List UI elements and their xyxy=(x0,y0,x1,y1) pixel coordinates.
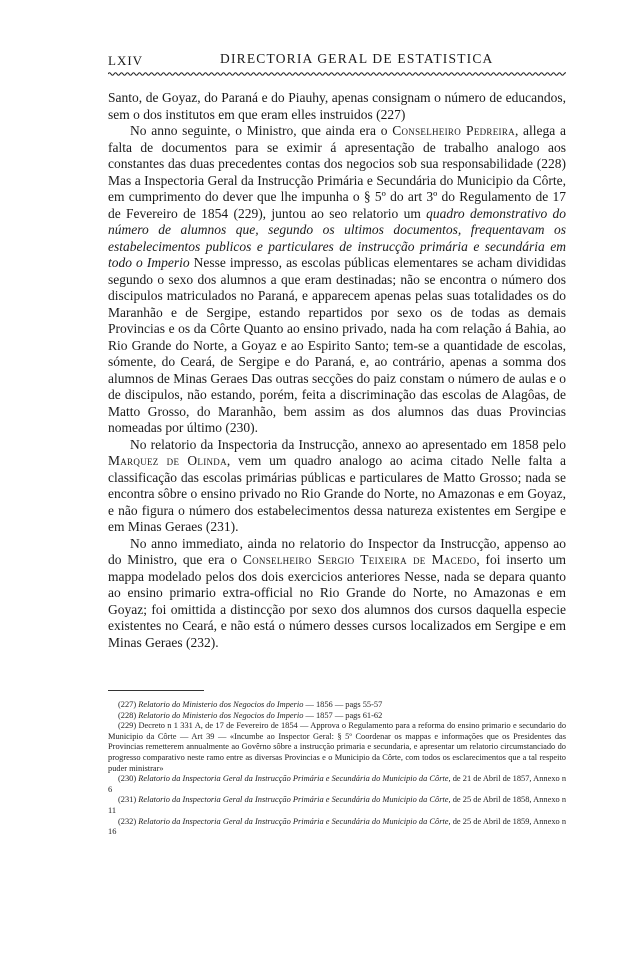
paragraph-1: Santo, de Goyaz, do Paraná e do Piauhy, apenas consignam o número de educandos, sem o dos institutos em que eram elles instruidos (227) xyxy=(108,90,566,122)
footnote-number: (231) xyxy=(118,795,137,805)
paragraph-2-text-a: No anno seguinte, o Ministro, que ainda era o xyxy=(130,123,393,138)
footnote xyxy=(108,711,566,722)
footnote-text: , de 25 de Abril de 1858, Annexo n 11 xyxy=(108,795,567,815)
paragraph-4 xyxy=(108,536,566,652)
footnote-title: Relatorio da Inspectoria Geral da Instrucção Primária e Secundária do Municipio da Côrte xyxy=(138,774,449,784)
footnote-number: (229) xyxy=(118,721,137,731)
paragraph-4-text-a: No anno immediato, ainda no relatorio do Inspector da Instrucção, appenso ao do Ministro, que era o xyxy=(108,535,566,567)
footnote-number: (228) xyxy=(118,710,137,720)
footnote-title: Relatorio do Ministerio dos Negocios do Imperio xyxy=(138,710,304,720)
footnote-text: , de 21 de Abril de 1857, Annexo n 6 xyxy=(108,774,567,794)
footnote-number: (232) xyxy=(118,816,137,826)
footnote xyxy=(108,721,566,774)
running-head: DIRECTORIA GERAL DE ESTATISTICA xyxy=(220,51,494,66)
paragraph-2-text-b: , allega a falta de documentos para se eximir á apresentação de trabalho analogo aos constantes das duas precedentes contas dos negocios sob sua responsabilidade (228) Mas a Inspectoria Geral da Instrucção Primária e Secundária do Municipio da Côrte, em cumprimento do dever que lhe impunha o § 5º do art 3º do Regulamento de 17 de Fevereiro de 1854 (229), juntou ao seo relatorio um xyxy=(108,123,566,221)
footnote-number: (227) xyxy=(118,700,137,709)
footnote xyxy=(108,774,566,795)
footnote-number: (230) xyxy=(118,774,137,784)
person-name: Conselheiro Sergio Teixeira de Macedo xyxy=(242,552,477,567)
body-text xyxy=(108,90,566,651)
footnote-text: Decreto n 1 331 A, de 17 de Fevereiro de 1854 — Approva o Regulamento para a reforma do ensino primario e secundario do Municipio da Côrte — Art 39 — «Incumbe ao Inspector Geral: § 5º Coordenar os mappas e informações que os Presidentes das Provincias remetterem annualmente ao Govêrno sôbre a instrucção primaria e secundaria, e apresentar um relatorio circumstanciado do progresso comparativo neste ramo entre as diversas Provincias e o Municipio da Côrte, com todos os esclarecimentos que a tal respeito puder ministrar» xyxy=(108,721,567,773)
footnote xyxy=(108,817,566,838)
paragraph-2 xyxy=(108,123,566,437)
footnote-separator xyxy=(108,690,204,691)
footnote-title: Relatorio do Ministerio dos Negocios do Imperio xyxy=(138,700,304,709)
paragraph-3-text-a: No relatorio da Inspectoria da Instrucção, annexo ao apresentado em 1858 pelo xyxy=(130,436,566,452)
header-wavy-rule xyxy=(108,71,566,77)
footnote xyxy=(108,700,566,711)
paragraph-2-text-c: Nesse impresso, as escolas públicas elementares se acham divididas segundo o sexo dos alumnos a que eram destinadas; não se encontra o número dos discipulos matriculados no Paraná, e apparecem apenas pelas suas totalidades os do Maranhão e de Sergipe, estando repartidos por sexo os de todas as demais Provincias e os da Côrte Quanto ao ensino privado, nada ha com relação á Bahia, ao Rio Grande do Norte, a Goyaz e ao Espirito Santo; tem-se a quantidade de escolas, sómente, do Ceará, de Sergipe e do Paraná, e, ao contrário, apenas a somma dos alumnos de Minas Geraes Das outras secções do paiz constam o número de aulas e o de discipulos, não estando, porém, feita a discriminação das escolas de Alagôas, de Matto Grosso, do Maranhão, bem assim as dos alumnos das duas Provincias nomeadas por último (230). xyxy=(108,255,567,435)
person-name: Conselheiro Pedreira xyxy=(392,123,515,138)
footnote-text: — 1856 — pags 55-57 xyxy=(303,700,383,709)
quoted-title: quadro demonstrativo do número de alumnos que, segundo os ultimos documentos, frequentavam os estabelecimentos publicos e particulares de instrucção primária e secundária em todo o Imperio xyxy=(108,205,567,270)
paragraph-3 xyxy=(108,437,566,536)
paragraph-4-text-b: , foi inserto um mappa modelado pelos dos dois exercicios anteriores Nesse, nada se depara quanto ao ensino primario extra-official no Rio Grande do Norte, no Amazonas e em Goyaz; foi omittida a distincção por sexo dos alumnos dos cursos daquella especie existentes no Ceará, e não está o número desses cursos localizados em Sergipe e em Minas Geraes (232). xyxy=(108,552,566,650)
page-header xyxy=(108,51,566,79)
person-name: Marquez de Olinda xyxy=(108,453,227,468)
footnotes xyxy=(108,700,566,838)
footnote-text: — 1857 — pags 61-62 xyxy=(303,710,383,720)
footnote-title: Relatorio da Inspectoria Geral da Instrucção Primária e Secundária do Municipio da Côrte xyxy=(138,816,449,826)
paragraph-3-text-b: , vem um quadro analogo ao acima citado Nelle falta a classificação das escolas primárias públicas e particulares de Matto Grosso; nada se encontra sôbre o ensino privado no Rio Grande do Norte, no Amazonas e em Goyaz, e não figura o número dos estabelecimentos dessa natureza existentes em Sergipe e em Minas Geraes (231). xyxy=(108,453,566,534)
page-number: LXIV xyxy=(108,53,144,68)
footnote-text: , de 25 de Abril de 1859, Annexo n 16 xyxy=(108,816,567,837)
footnote xyxy=(108,795,566,816)
footnote-title: Relatorio da Inspectoria Geral da Instrucção Primária e Secundária do Municipio da Côrte xyxy=(138,795,449,805)
